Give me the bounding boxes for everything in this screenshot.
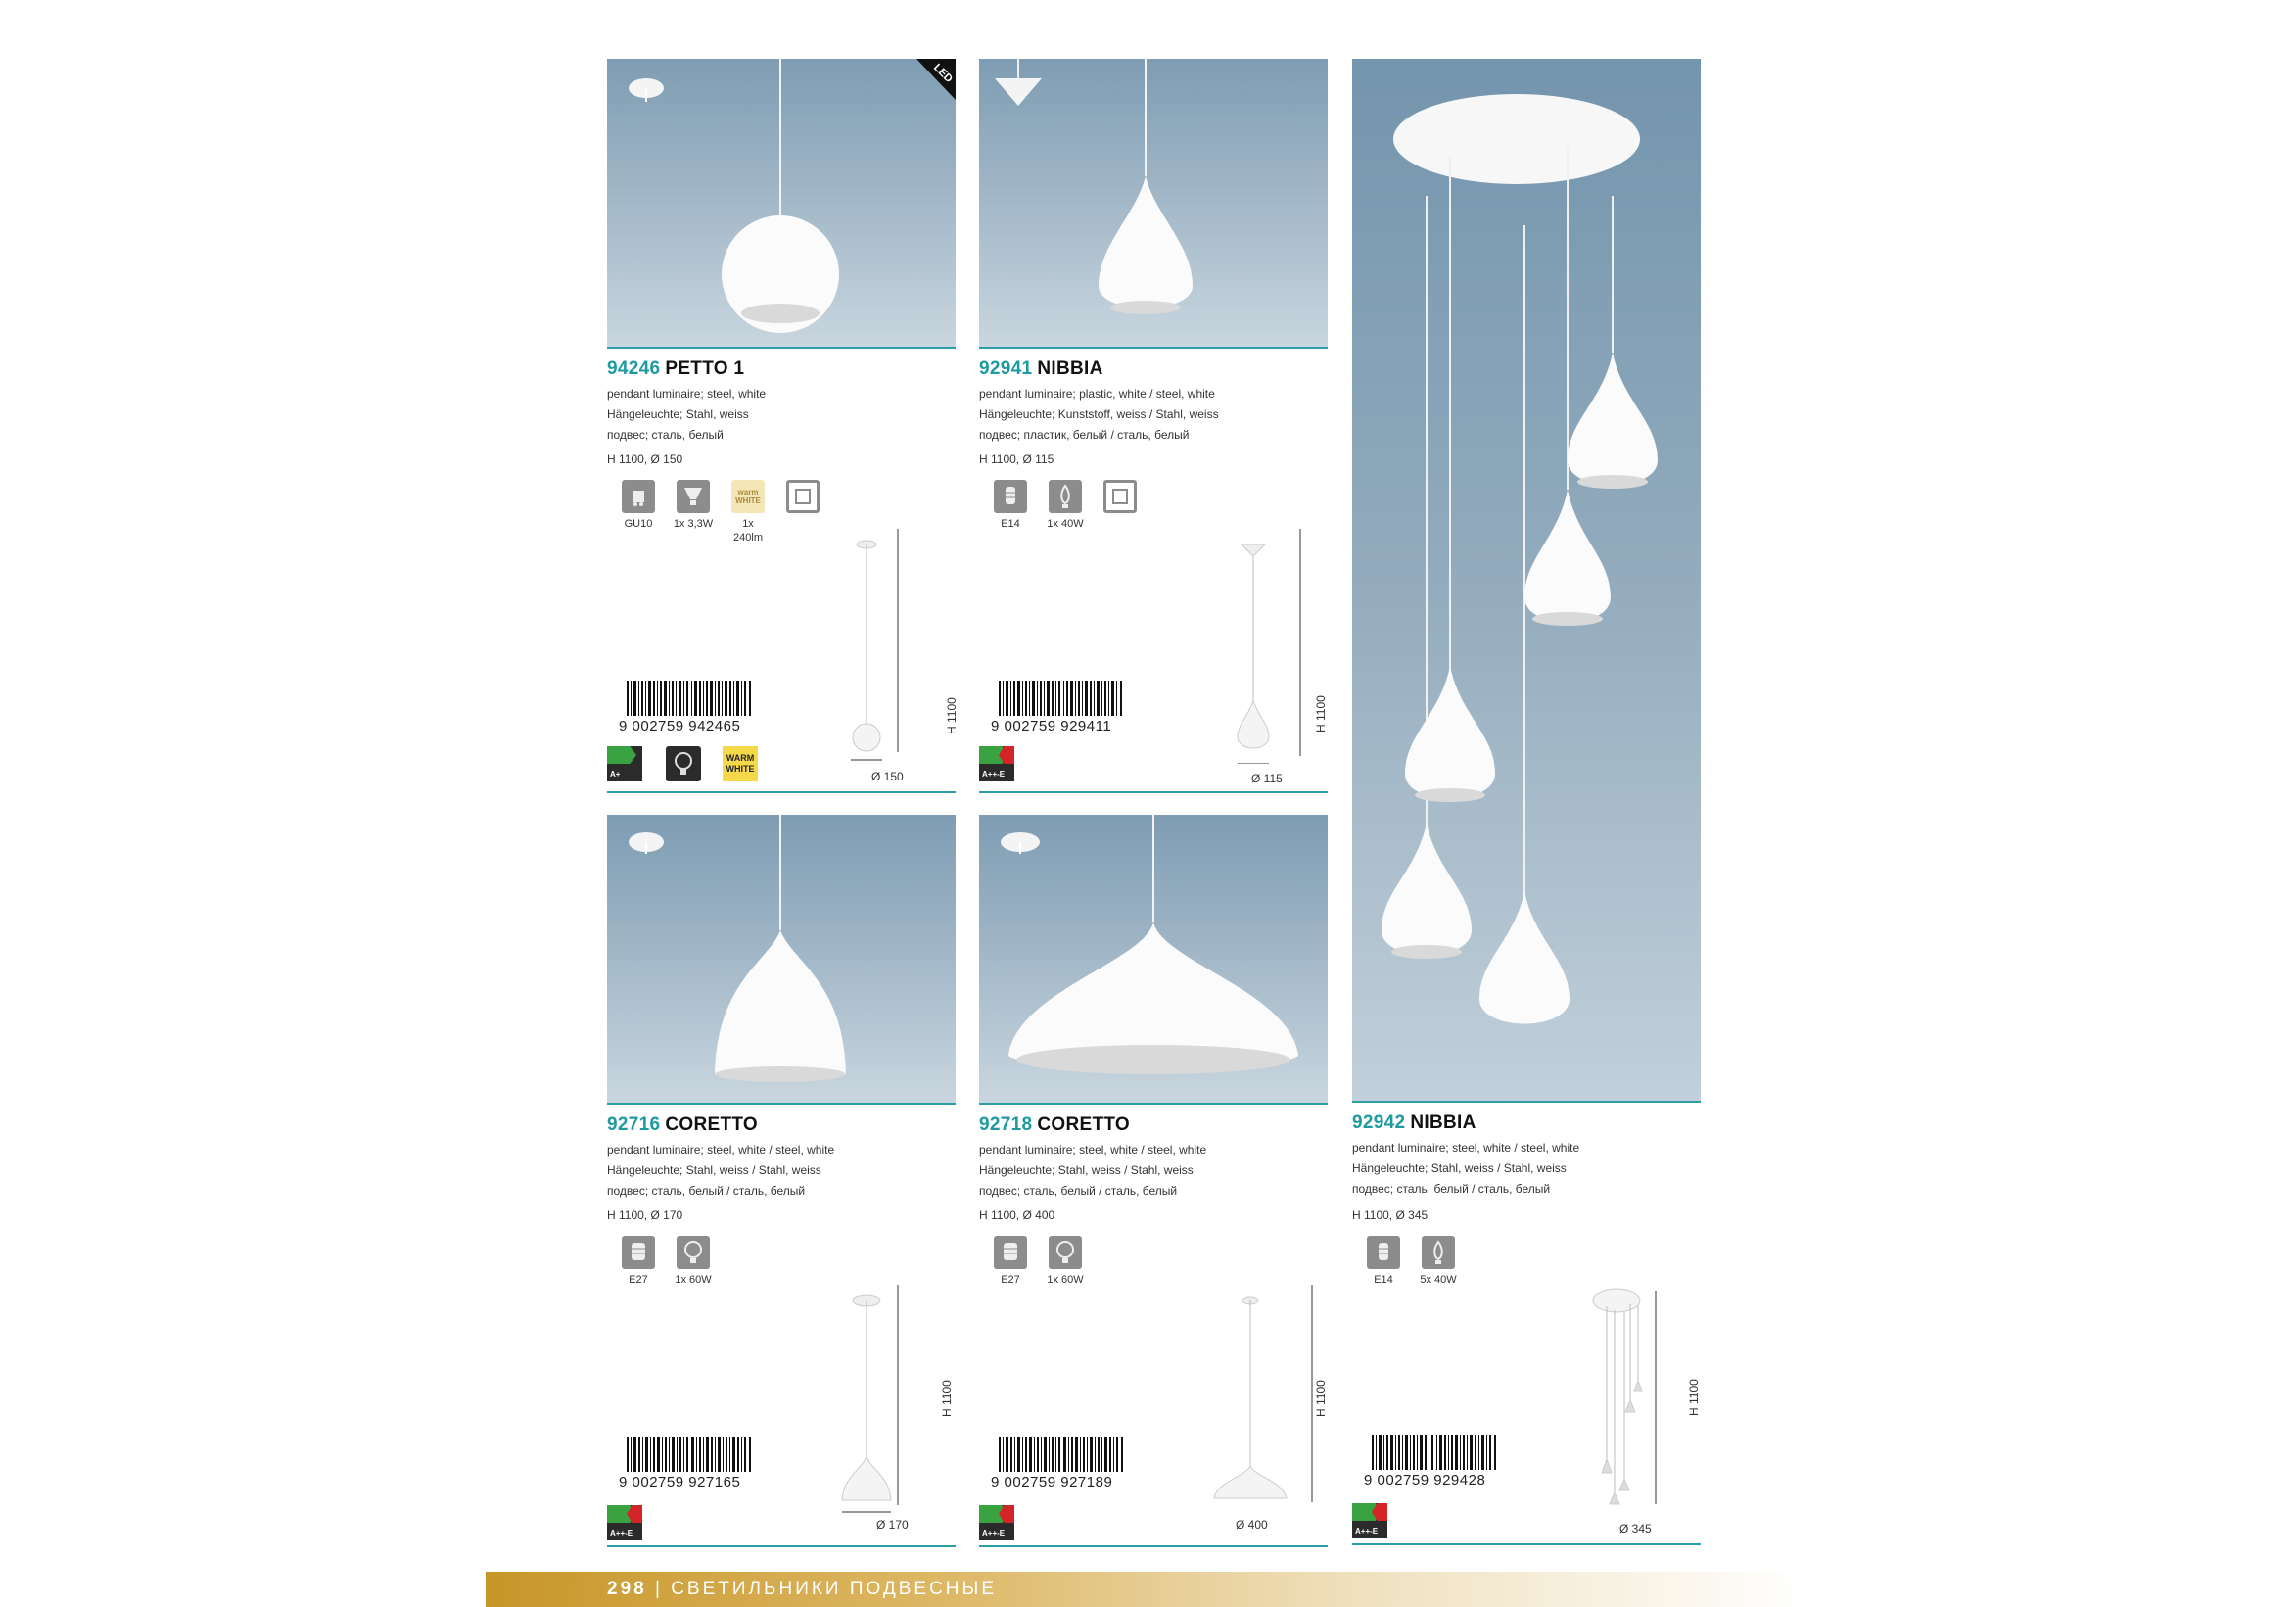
- product-photo: [1352, 59, 1701, 1103]
- height-label: H 1100: [945, 697, 959, 734]
- product-description: [1352, 1138, 1579, 1200]
- product-code: 92716: [607, 1114, 661, 1135]
- spec-icons: [989, 480, 1142, 531]
- barcode: [999, 681, 1124, 716]
- desc-ru: подвес; сталь, белый / сталь, белый: [979, 1184, 1178, 1198]
- section-title: СВЕТИЛЬНИКИ ПОДВЕСНЫЕ: [671, 1579, 998, 1599]
- product-code: 92941: [979, 358, 1033, 379]
- desc-en: pendant luminaire; plastic, white / steel, white: [979, 387, 1215, 401]
- product-title: [607, 1114, 758, 1136]
- diameter-label: Ø 150: [871, 770, 904, 783]
- height-label: H 1100: [1687, 1379, 1701, 1416]
- card-divider: [1352, 1543, 1701, 1545]
- barcode-number: 9 002759 942465: [619, 718, 741, 734]
- card-divider: [607, 791, 956, 793]
- diameter-label: Ø 115: [1251, 772, 1283, 785]
- product-card-nibbia-92942: [1352, 59, 1701, 1549]
- product-photo: [607, 815, 956, 1105]
- product-description: [607, 1140, 834, 1202]
- product-card-nibbia-92941: [979, 59, 1328, 793]
- dimensions: H 1100, Ø 170: [607, 1208, 683, 1222]
- product-photo: [607, 59, 956, 349]
- product-card-petto1: [607, 59, 959, 793]
- product-card-coretto-92716: [607, 815, 956, 1549]
- spec-icons: [989, 1236, 1087, 1287]
- desc-ru: подвес; сталь, белый / сталь, белый: [1352, 1182, 1551, 1196]
- desc-en: pendant luminaire; steel, white: [607, 387, 767, 401]
- desc-en: pendant luminaire; steel, white / steel, white: [1352, 1141, 1580, 1155]
- product-description: [979, 1140, 1206, 1202]
- e14-socket-icon: E14: [989, 480, 1032, 531]
- product-photo: [979, 59, 1328, 349]
- class2-icon: [781, 480, 824, 544]
- product-name: NIBBIA: [1037, 358, 1103, 379]
- product-title: [979, 358, 1103, 380]
- dimension-drawing: [1204, 1285, 1322, 1520]
- e14-socket-icon: E14: [1362, 1236, 1405, 1287]
- bulb-icon: 1x 60W: [672, 1236, 715, 1287]
- dimension-drawing: [827, 529, 945, 764]
- barcode-number: 9 002759 929428: [1364, 1472, 1486, 1489]
- barcode-number: 9 002759 927165: [619, 1474, 741, 1490]
- desc-ru: подвес; сталь, белый / сталь, белый: [607, 1184, 806, 1198]
- dimension-drawing: [1577, 1283, 1695, 1518]
- diameter-label: Ø 400: [1236, 1518, 1268, 1532]
- product-name: CORETTO: [1037, 1114, 1130, 1135]
- product-description: [607, 384, 766, 446]
- led-bulb-icon: [666, 746, 701, 781]
- barcode: [627, 681, 752, 716]
- dimension-drawing: [827, 1285, 945, 1520]
- card-divider: [607, 1545, 956, 1547]
- barcode-number: 9 002759 927189: [991, 1474, 1113, 1490]
- footer-separator: |: [654, 1579, 663, 1599]
- product-code: 92942: [1352, 1112, 1406, 1133]
- desc-ru: подвес; сталь, белый: [607, 428, 724, 442]
- energy-label: A++-E: [607, 1505, 642, 1540]
- desc-de: Hängeleuchte; Kunststoff, weiss / Stahl, weiss: [979, 407, 1219, 421]
- desc-ru: подвес; пластик, белый / сталь, белый: [979, 428, 1190, 442]
- product-title: [979, 1114, 1130, 1136]
- height-label: H 1100: [1314, 1380, 1328, 1417]
- gu10-socket-icon: GU10: [617, 480, 660, 544]
- diameter-label: Ø 345: [1619, 1522, 1652, 1536]
- e27-socket-icon: E27: [989, 1236, 1032, 1287]
- dimensions: H 1100, Ø 400: [979, 1208, 1055, 1222]
- barcode: [627, 1437, 752, 1472]
- candle-bulb-icon: 5x 40W: [1417, 1236, 1460, 1287]
- height-label: H 1100: [1314, 695, 1328, 733]
- warm-white-badge: WARM WHITE: [723, 746, 758, 781]
- barcode: [1372, 1435, 1497, 1470]
- led-badge: LED: [930, 61, 956, 86]
- gu10-bulb-icon: 1x 3,3W: [672, 480, 715, 544]
- card-divider: [979, 791, 1328, 793]
- desc-en: pendant luminaire; steel, white / steel, white: [979, 1143, 1207, 1157]
- dimensions: H 1100, Ø 115: [979, 452, 1054, 466]
- desc-de: Hängeleuchte; Stahl, weiss: [607, 407, 749, 421]
- energy-label: A++-E: [1352, 1503, 1387, 1538]
- barcode: [999, 1437, 1124, 1472]
- page-number: 298: [607, 1579, 647, 1599]
- energy-label: A++-E: [979, 746, 1014, 781]
- desc-de: Hängeleuchte; Stahl, weiss / Stahl, weiss: [1352, 1161, 1567, 1175]
- height-label: H 1100: [940, 1380, 954, 1417]
- product-code: 92718: [979, 1114, 1033, 1135]
- bulb-icon: 1x 60W: [1044, 1236, 1087, 1287]
- product-card-coretto-92718: [979, 815, 1328, 1549]
- product-photo: [979, 815, 1328, 1105]
- candle-bulb-icon: 1x 40W: [1044, 480, 1087, 531]
- dimensions: H 1100, Ø 345: [1352, 1208, 1429, 1222]
- desc-de: Hängeleuchte; Stahl, weiss / Stahl, weiss: [979, 1163, 1194, 1177]
- diameter-label: Ø 170: [876, 1518, 909, 1532]
- spec-icons: [1362, 1236, 1460, 1287]
- product-code: 94246: [607, 358, 661, 379]
- page-footer: [486, 1572, 1807, 1607]
- desc-de: Hängeleuchte; Stahl, weiss / Stahl, weiss: [607, 1163, 821, 1177]
- energy-label: A++-E: [979, 1505, 1014, 1540]
- product-title: [607, 358, 744, 380]
- product-description: [979, 384, 1219, 446]
- product-name: CORETTO: [665, 1114, 758, 1135]
- energy-label: A+: [607, 746, 642, 781]
- product-name: NIBBIA: [1410, 1112, 1476, 1133]
- card-divider: [979, 1545, 1328, 1547]
- product-title: [1352, 1112, 1476, 1134]
- class2-icon: [1099, 480, 1142, 531]
- desc-en: pendant luminaire; steel, white / steel, white: [607, 1143, 835, 1157]
- barcode-number: 9 002759 929411: [991, 718, 1112, 734]
- e27-socket-icon: E27: [617, 1236, 660, 1287]
- spec-icons: [617, 1236, 715, 1287]
- spec-icons: [617, 480, 824, 544]
- product-name: PETTO 1: [665, 358, 745, 379]
- dimensions: H 1100, Ø 150: [607, 452, 683, 466]
- footer-text: [607, 1579, 997, 1600]
- warm-white-icon: warm WHITE 1x 240lm: [726, 480, 770, 544]
